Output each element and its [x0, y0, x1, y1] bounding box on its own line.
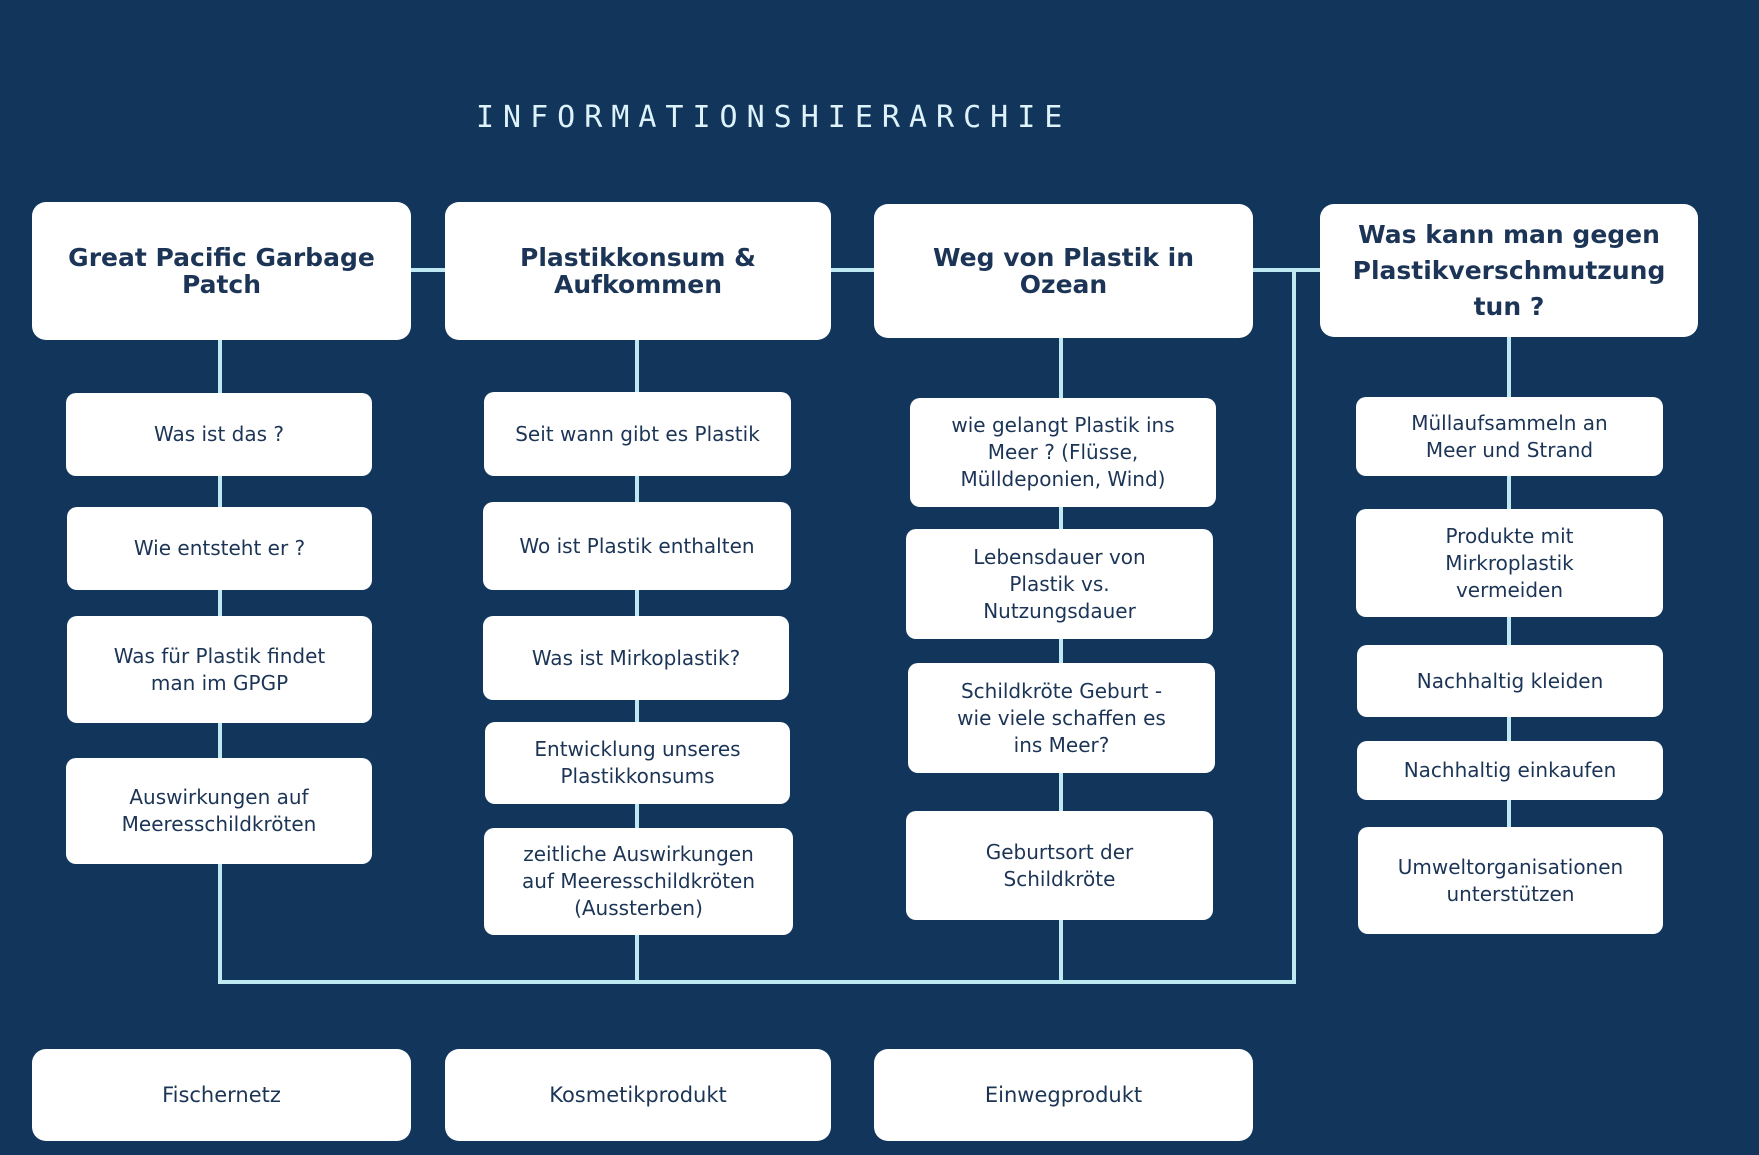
item-label: Entwicklung unseres Plastikkonsums	[534, 737, 741, 788]
item-label: zeitliche Auswirkungen auf Meeresschildkröten (Aussterben)	[521, 842, 756, 920]
item-nachhaltig-kleiden[interactable]	[1357, 645, 1663, 717]
header-label: Weg von Plastik in Ozean	[932, 243, 1195, 299]
footer-fischernetz[interactable]	[32, 1049, 411, 1141]
footer-label: Einwegprodukt	[984, 1083, 1143, 1107]
item-wo-ist-plastik-enthalten[interactable]	[483, 502, 791, 590]
item-label: Wo ist Plastik enthalten	[519, 533, 755, 558]
footer-label: Kosmetikprodukt	[549, 1083, 727, 1107]
item-wie-gelangt-plastik-ins-meer[interactable]	[910, 398, 1216, 507]
item-was-ist-mikroplastik[interactable]	[483, 616, 789, 700]
item-lebensdauer-nutzungsdauer[interactable]	[906, 529, 1213, 639]
footer-einwegprodukt[interactable]	[874, 1049, 1253, 1141]
header-label: Great Pacific Garbage Patch	[68, 243, 375, 299]
item-label: Seit wann gibt es Plastik	[515, 421, 760, 446]
header-plastikkonsum-aufkommen[interactable]	[445, 202, 831, 340]
item-seit-wann-plastik[interactable]	[484, 392, 791, 476]
header-weg-von-plastik-in-ozean[interactable]	[874, 204, 1253, 338]
item-entwicklung-plastikkonsum[interactable]	[485, 722, 790, 804]
footer-kosmetikprodukt[interactable]	[445, 1049, 831, 1141]
item-label: Wie entsteht er ?	[133, 536, 306, 560]
item-label: Was für Plastik findet man im GPGP	[113, 643, 326, 695]
item-wie-entsteht-er[interactable]	[67, 507, 372, 590]
item-auswirkungen-meeresschildkroeten[interactable]	[66, 758, 372, 864]
item-plastik-im-gpgp[interactable]	[67, 616, 372, 723]
header-label: Was kann man gegen Plastikverschmutzung tun ?	[1352, 219, 1666, 321]
footer-label: Fischernetz	[162, 1083, 281, 1107]
item-schildkroete-geburt[interactable]	[908, 663, 1215, 773]
item-label: Auswirkungen auf Meeresschildkröten	[121, 785, 317, 836]
item-label: Nachhaltig kleiden	[1416, 668, 1604, 693]
item-was-ist-das[interactable]	[66, 393, 372, 476]
header-great-pacific-garbage-patch[interactable]	[32, 202, 411, 340]
item-produkte-mikroplastik-vermeiden[interactable]	[1356, 509, 1663, 617]
item-umweltorganisationen-unterstuetzen[interactable]	[1358, 827, 1663, 934]
item-geburtsort-schildkroete[interactable]	[906, 811, 1213, 920]
item-label: wie gelangt Plastik ins Meer ? (Flüsse, Mülldeponien, Wind)	[951, 413, 1175, 491]
header-was-kann-man-tun[interactable]	[1320, 204, 1698, 337]
item-nachhaltig-einkaufen[interactable]	[1357, 741, 1663, 800]
item-label: Lebensdauer von Plastik vs. Nutzungsdauer	[973, 544, 1146, 623]
item-label: Schildkröte Geburt - wie viele schaffen es ins Meer?	[957, 678, 1166, 757]
item-label: Was ist das ?	[153, 422, 285, 446]
item-label: Was ist Mirkoplastik?	[531, 645, 741, 670]
item-label: Müllaufsammeln an Meer und Strand	[1411, 410, 1608, 462]
item-muellaufsammeln[interactable]	[1356, 397, 1663, 476]
item-label: Nachhaltig einkaufen	[1403, 758, 1617, 782]
header-label: Plastikkonsum & Aufkommen	[520, 243, 756, 299]
item-zeitliche-auswirkungen[interactable]	[484, 828, 793, 935]
item-label: Geburtsort der Schildkröte	[985, 839, 1134, 891]
item-label: Umweltorganisationen unterstützen	[1397, 854, 1624, 906]
item-label: Produkte mit Mirkroplastik vermeiden	[1445, 523, 1574, 602]
page-title: INFORMATIONSHIERARCHIE	[476, 100, 1072, 135]
